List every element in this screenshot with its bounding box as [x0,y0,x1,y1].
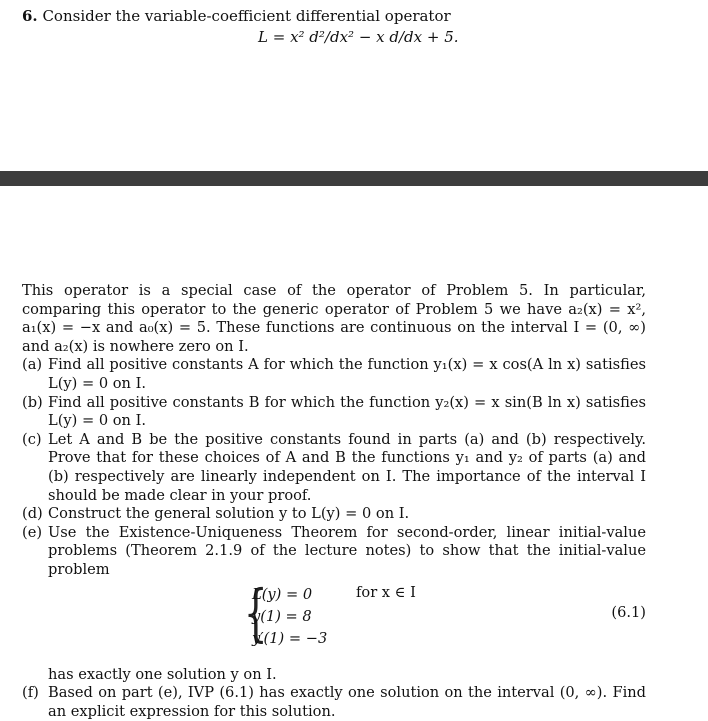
part-d [22,505,646,524]
part-e-label: (e) [22,523,43,541]
problem-header [22,7,451,25]
equation-number: (6.1) [611,603,646,621]
part-b-text: Find all positive constants B for which the function y₂(x) = x sin(B ln x) satisfies L(y) = 0 on I. [48,393,646,430]
part-a [22,356,646,393]
part-c-label: (c) [22,430,42,448]
problem-intro: Consider the variable-coefficient differential operator [42,7,451,25]
part-b [22,394,646,431]
part-e [22,524,646,580]
brace-symbol: { [243,575,268,649]
operator-equation: L = x² d²/dx² − x d/dx + 5. [258,28,459,46]
part-e-text: Use the Existence-Uniqueness Theorem for second-order, linear initial-value problems (Theorem 2.1.9 of the lecture notes) to show that the initial-value problem [48,523,646,578]
ivp-initial-value: y(1) = 8 [252,607,312,625]
part-a-text: Find all positive constants A for which the function y₁(x) = x cos(A ln x) satisfies L(y) = 0 on I. [48,356,646,392]
ivp-condition: for x ∈ I [356,583,416,601]
ivp-initial-derivative: y′(1) = −3 [252,629,328,647]
ivp-system [22,575,646,666]
part-d-text: Construct the general solution y to L(y) = 0 on I. [48,505,410,523]
part-e-conclusion-text: has exactly one solution y on I. [48,665,277,683]
problem-number: 6. [22,7,38,25]
ivp-equation: L(y) = 0 [252,585,313,603]
part-a-label: (a) [22,356,43,374]
part-f-text: Based on part (e), IVP (6.1) has exactly one solution on the interval (0, ∞). Find an explicit expression for this solution. [48,684,646,720]
page-divider [0,171,708,186]
part-c [22,431,646,505]
part-f [22,684,646,721]
part-f-label: (f) [22,684,39,702]
part-e-conclusion [22,666,646,685]
intro-paragraph: This operator is a special case of the operator of Problem 5. In particular, comparing this operator to the generic operator of Problem 5 we have a₂(x) = x², a₁(x) = −x and a₀(x) = 5. These functions are continuous on the interval I = (0, ∞) and a₂(x) is nowhere zero on I. [22,282,646,355]
part-c-text: Let A and B be the positive constants found in parts (a) and (b) respectively. Prove that for these choices of A and B the functions y₁ and y₂ of parts (a) and (b) respectively are linearly independent on I. The importance of the interval I should be made clear in your proof. [48,430,646,504]
problem-body [22,282,646,721]
part-b-label: (b) [22,393,43,411]
part-d-label: (d) [22,505,43,523]
